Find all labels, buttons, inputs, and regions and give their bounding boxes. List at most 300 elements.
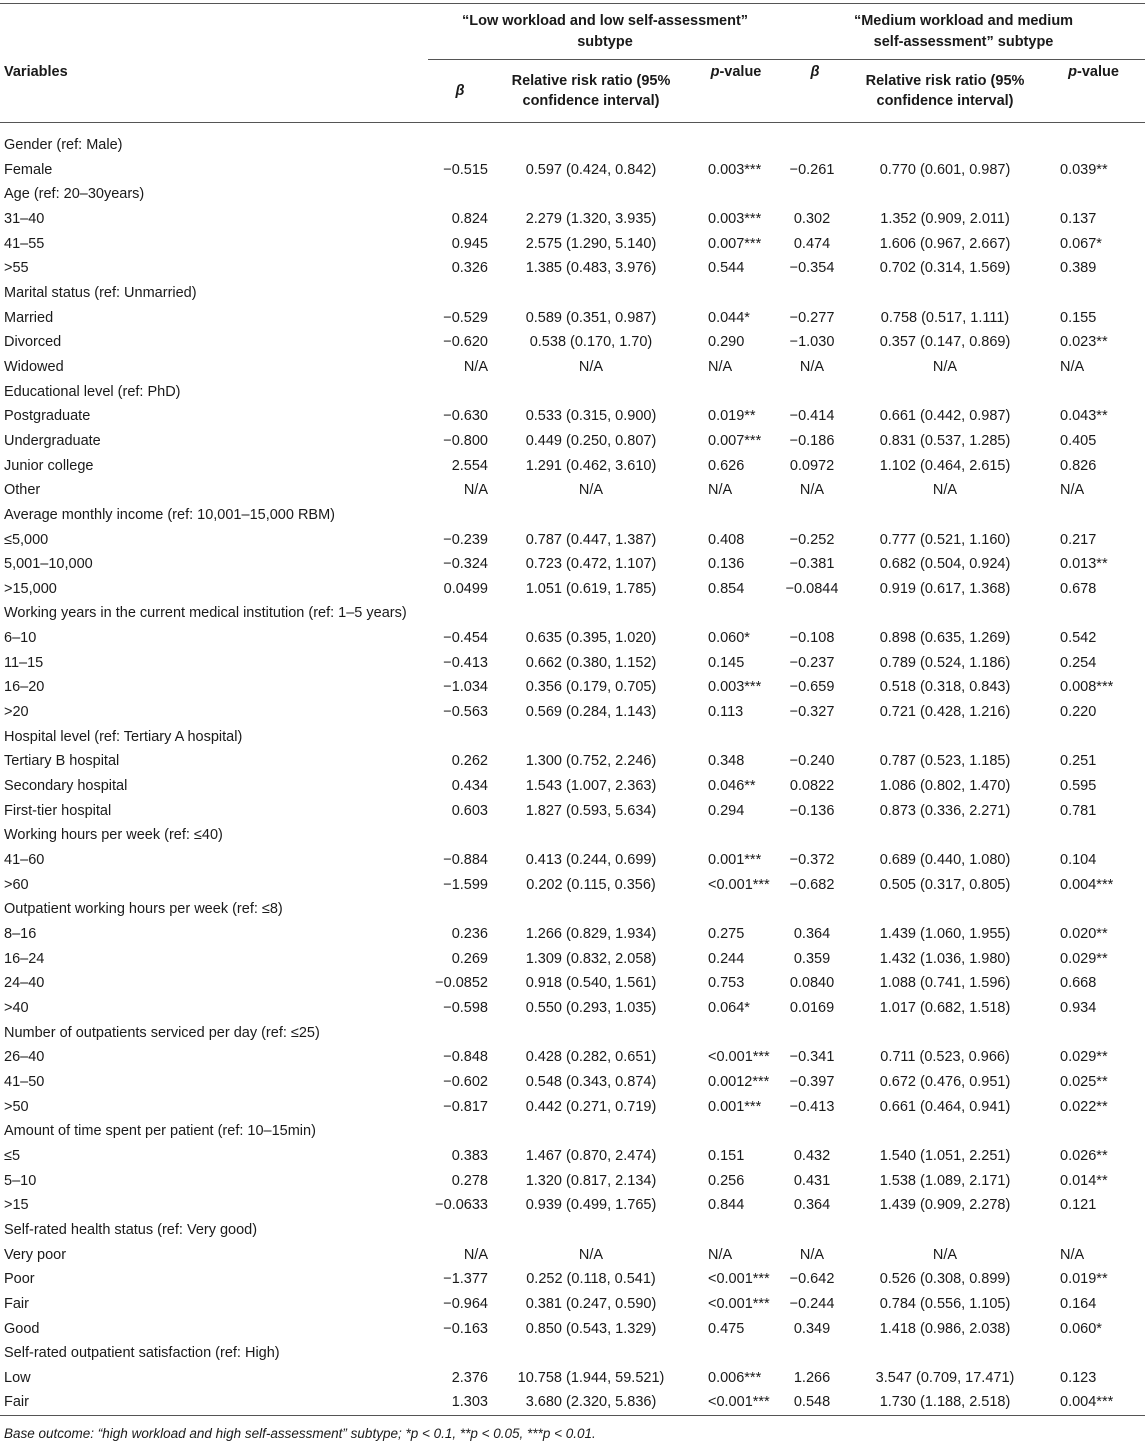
cell-rrr-low: 1.309 (0.832, 2.058) bbox=[525, 950, 657, 967]
cell-pvalue-low: 0.006*** bbox=[708, 1369, 762, 1386]
cell-beta-medium: 0.302 bbox=[793, 210, 831, 227]
cell-pvalue-low: 0.544 bbox=[708, 260, 745, 277]
cell-beta-medium: −0.354 bbox=[789, 260, 835, 277]
cell-pvalue-low: N/A bbox=[708, 482, 733, 499]
cell-pvalue-medium: 0.008*** bbox=[1060, 679, 1114, 696]
row-label: Low bbox=[4, 1369, 31, 1386]
cell-beta-low bbox=[428, 1341, 492, 1366]
cell-pvalue-medium: 0.668 bbox=[1060, 975, 1097, 992]
cell-rrr-low: 0.381 (0.247, 0.590) bbox=[525, 1295, 657, 1312]
regression-results-table bbox=[0, 4, 1145, 1416]
cell-beta-low: N/A bbox=[463, 358, 488, 375]
cell-rrr-low: 0.723 (0.472, 1.107) bbox=[525, 556, 657, 573]
table-row bbox=[0, 1045, 1145, 1070]
cell-beta-low: −0.529 bbox=[443, 309, 488, 326]
cell-pvalue-low bbox=[690, 503, 782, 528]
cell-pvalue-low: 0.003*** bbox=[708, 210, 762, 227]
cell-pvalue-low bbox=[690, 1341, 782, 1366]
cell-beta-medium: −0.261 bbox=[789, 161, 835, 178]
table-row bbox=[0, 700, 1145, 725]
cell-rrr-low: 0.449 (0.250, 0.807) bbox=[525, 432, 657, 449]
cell-beta-medium: −0.136 bbox=[789, 802, 835, 819]
table-row bbox=[0, 1193, 1145, 1218]
cell-beta-medium bbox=[782, 725, 848, 750]
cell-rrr-medium: 1.432 (1.036, 1.980) bbox=[879, 950, 1011, 967]
cell-pvalue-low: 0.003*** bbox=[708, 161, 762, 178]
cell-rrr-low: 0.538 (0.170, 1.70) bbox=[529, 334, 653, 351]
table-row bbox=[0, 1169, 1145, 1194]
cell-beta-medium: −0.659 bbox=[789, 679, 835, 696]
table-body bbox=[0, 123, 1145, 1416]
cell-rrr-medium: 1.538 (1.089, 2.171) bbox=[879, 1172, 1011, 1189]
cell-pvalue-low bbox=[690, 1119, 782, 1144]
table-row bbox=[0, 355, 1145, 380]
cell-rrr-medium bbox=[848, 1021, 1042, 1046]
cell-pvalue-low: 0.244 bbox=[708, 950, 745, 967]
cell-beta-low: 2.554 bbox=[451, 457, 488, 474]
row-label: Very poor bbox=[4, 1246, 67, 1263]
cell-beta-low: 0.603 bbox=[451, 802, 488, 819]
cell-rrr-low bbox=[492, 823, 690, 848]
cell-beta-low: 0.0499 bbox=[443, 580, 488, 597]
cell-pvalue-medium bbox=[1042, 281, 1145, 306]
row-label: Self-rated outpatient satisfaction (ref: High) bbox=[4, 1345, 280, 1362]
col-rrr-1 bbox=[492, 60, 690, 123]
cell-rrr-medium: 0.711 (0.523, 0.966) bbox=[880, 1049, 1010, 1066]
cell-rrr-low: 1.385 (0.483, 3.976) bbox=[525, 260, 657, 277]
row-label: Junior college bbox=[4, 457, 94, 474]
cell-rrr-low: 1.320 (0.817, 2.134) bbox=[525, 1172, 657, 1189]
row-label: >40 bbox=[4, 999, 29, 1016]
cell-pvalue-medium: 0.123 bbox=[1060, 1369, 1097, 1386]
cell-beta-medium bbox=[782, 182, 848, 207]
cell-beta-low: 0.236 bbox=[451, 926, 488, 942]
row-label: Postgraduate bbox=[4, 408, 91, 425]
cell-beta-low: −1.599 bbox=[443, 876, 488, 893]
cell-rrr-medium: 0.777 (0.521, 1.160) bbox=[879, 531, 1011, 548]
row-label: Poor bbox=[4, 1271, 35, 1288]
cell-pvalue-medium bbox=[1042, 897, 1145, 922]
cell-rrr-low bbox=[492, 182, 690, 207]
cell-pvalue-medium: 0.043** bbox=[1060, 408, 1108, 425]
cell-pvalue-medium: 0.389 bbox=[1060, 260, 1097, 277]
rrr-1-line2: confidence interval) bbox=[522, 93, 660, 109]
cell-beta-low bbox=[428, 281, 492, 306]
table-row bbox=[0, 503, 1145, 528]
cell-rrr-low bbox=[492, 380, 690, 405]
row-label: Secondary hospital bbox=[4, 778, 128, 795]
row-label: 5,001–10,000 bbox=[4, 556, 93, 573]
column-header-row bbox=[0, 60, 1145, 123]
cell-pvalue-low: 0.060* bbox=[708, 630, 750, 647]
cell-beta-low bbox=[428, 897, 492, 922]
cell-beta-low: −0.0633 bbox=[435, 1197, 488, 1214]
cell-rrr-low bbox=[492, 123, 690, 158]
table-row bbox=[0, 330, 1145, 355]
table-row bbox=[0, 799, 1145, 824]
cell-beta-low: −0.602 bbox=[443, 1073, 488, 1090]
cell-pvalue-low: 0.753 bbox=[708, 975, 745, 992]
table-row bbox=[0, 478, 1145, 503]
cell-beta-medium: N/A bbox=[799, 482, 825, 499]
cell-pvalue-low: 0.145 bbox=[708, 654, 745, 671]
table-row bbox=[0, 823, 1145, 848]
cell-rrr-low bbox=[492, 503, 690, 528]
beta-symbol-2: β bbox=[810, 64, 820, 80]
cell-rrr-low: 0.550 (0.293, 1.035) bbox=[525, 999, 657, 1016]
row-label: >20 bbox=[4, 704, 29, 721]
p-symbol-1: p bbox=[710, 64, 720, 80]
cell-rrr-low: 0.918 (0.540, 1.561) bbox=[525, 975, 657, 992]
cell-beta-medium: 1.266 bbox=[793, 1369, 831, 1386]
cell-pvalue-medium: 0.020** bbox=[1060, 926, 1108, 942]
cell-rrr-low: N/A bbox=[578, 358, 604, 375]
cell-pvalue-low: <0.001*** bbox=[708, 1271, 770, 1288]
table-row bbox=[0, 1317, 1145, 1342]
cell-rrr-medium bbox=[848, 1218, 1042, 1243]
table-row bbox=[0, 281, 1145, 306]
col-variables: Variables bbox=[0, 41, 428, 104]
cell-rrr-medium bbox=[848, 380, 1042, 405]
cell-rrr-low: 0.533 (0.315, 0.900) bbox=[525, 408, 657, 425]
cell-pvalue-low bbox=[690, 182, 782, 207]
cell-beta-low: −0.0852 bbox=[435, 975, 488, 992]
cell-pvalue-low: <0.001*** bbox=[708, 1295, 770, 1312]
cell-beta-low: 0.278 bbox=[451, 1172, 488, 1189]
cell-rrr-low bbox=[492, 1021, 690, 1046]
table-row bbox=[0, 1070, 1145, 1095]
cell-rrr-low: 1.467 (0.870, 2.474) bbox=[525, 1147, 657, 1164]
cell-beta-medium: 0.431 bbox=[793, 1172, 831, 1189]
cell-beta-low bbox=[428, 725, 492, 750]
cell-beta-low: 0.824 bbox=[451, 210, 488, 227]
cell-rrr-low: 0.635 (0.395, 1.020) bbox=[525, 630, 657, 647]
row-label: Female bbox=[4, 161, 53, 178]
table-row bbox=[0, 996, 1145, 1021]
cell-rrr-medium: 1.730 (1.188, 2.518) bbox=[848, 1390, 1042, 1415]
cell-pvalue-medium bbox=[1042, 123, 1145, 158]
table-row bbox=[0, 1144, 1145, 1169]
table-row bbox=[0, 528, 1145, 553]
row-label: >60 bbox=[4, 876, 29, 893]
group2-title-line1: “Medium workload and medium bbox=[853, 12, 1074, 29]
cell-beta-medium: 0.359 bbox=[793, 950, 831, 967]
row-label: ≤5 bbox=[4, 1147, 21, 1164]
cell-beta-low: −0.413 bbox=[443, 654, 488, 671]
table-row bbox=[0, 577, 1145, 602]
cell-beta-medium: −0.372 bbox=[789, 852, 835, 869]
cell-beta-low: N/A bbox=[463, 482, 488, 499]
cell-beta-low: −0.630 bbox=[443, 408, 488, 425]
cell-pvalue-medium: 0.826 bbox=[1060, 457, 1097, 474]
cell-rrr-medium: N/A bbox=[932, 1246, 958, 1263]
table-row bbox=[0, 601, 1145, 626]
cell-beta-low: −0.239 bbox=[443, 531, 488, 548]
cell-rrr-low: 1.051 (0.619, 1.785) bbox=[525, 580, 657, 597]
rrr-2-line2: confidence interval) bbox=[876, 93, 1014, 109]
row-label: 6–10 bbox=[4, 630, 37, 647]
row-label: >15,000 bbox=[4, 580, 57, 597]
table-row bbox=[0, 182, 1145, 207]
row-label: Undergraduate bbox=[4, 432, 101, 449]
cell-pvalue-medium bbox=[1042, 182, 1145, 207]
group1-title-line2: subtype bbox=[577, 33, 633, 50]
cell-beta-low bbox=[428, 1119, 492, 1144]
cell-pvalue-medium: 0.595 bbox=[1060, 778, 1097, 795]
cell-beta-low bbox=[428, 1218, 492, 1243]
cell-beta-medium: 0.432 bbox=[793, 1147, 831, 1164]
cell-beta-medium: −0.0844 bbox=[785, 580, 839, 597]
cell-pvalue-medium: N/A bbox=[1060, 482, 1085, 499]
cell-rrr-medium: 1.439 (0.909, 2.278) bbox=[879, 1197, 1011, 1214]
cell-pvalue-medium: 0.678 bbox=[1060, 580, 1097, 597]
cell-rrr-low: 0.589 (0.351, 0.987) bbox=[525, 309, 657, 326]
cell-beta-medium: −0.237 bbox=[789, 654, 835, 671]
p-suffix-2: -value bbox=[1076, 64, 1119, 80]
cell-rrr-medium: 1.606 (0.967, 2.667) bbox=[879, 235, 1011, 252]
cell-pvalue-low bbox=[690, 281, 782, 306]
row-label: Fair bbox=[0, 1390, 428, 1415]
cell-rrr-medium bbox=[848, 182, 1042, 207]
cell-beta-low: −0.884 bbox=[443, 852, 488, 869]
cell-rrr-low: 0.939 (0.499, 1.765) bbox=[525, 1197, 657, 1214]
row-label: Married bbox=[4, 309, 54, 326]
group2-title-line2: self-assessment” subtype bbox=[873, 33, 1054, 50]
cell-beta-medium bbox=[782, 380, 848, 405]
group1-title-line1: “Low workload and low self-assessment” bbox=[461, 12, 749, 29]
cell-beta-medium: −0.413 bbox=[789, 1098, 835, 1115]
cell-pvalue-low: 0.256 bbox=[708, 1172, 745, 1189]
table-row bbox=[0, 207, 1145, 232]
cell-rrr-medium: 0.672 (0.476, 0.951) bbox=[879, 1073, 1011, 1090]
cell-beta-medium: −0.682 bbox=[789, 876, 835, 893]
row-label: Working hours per week (ref: ≤40) bbox=[4, 827, 223, 844]
cell-pvalue-medium: 0.104 bbox=[1060, 852, 1097, 869]
cell-pvalue-medium: 0.251 bbox=[1060, 753, 1097, 770]
cell-pvalue-low bbox=[690, 380, 782, 405]
cell-beta-low: 1.303 bbox=[428, 1390, 492, 1415]
cell-rrr-low: 1.827 (0.593, 5.634) bbox=[525, 802, 657, 819]
cell-pvalue-medium bbox=[1042, 1021, 1145, 1046]
row-label: Good bbox=[4, 1320, 40, 1337]
row-label: Gender (ref: Male) bbox=[4, 137, 123, 153]
cell-pvalue-medium: 0.025** bbox=[1060, 1073, 1108, 1090]
cell-beta-low: N/A bbox=[463, 1246, 488, 1263]
cell-beta-medium bbox=[782, 1218, 848, 1243]
cell-beta-low: −0.800 bbox=[443, 432, 488, 449]
row-label: 41–60 bbox=[4, 852, 45, 869]
table-row bbox=[0, 232, 1145, 257]
cell-rrr-medium: 1.540 (1.051, 2.251) bbox=[879, 1147, 1011, 1164]
cell-rrr-medium: 0.898 (0.635, 1.269) bbox=[879, 630, 1011, 647]
cell-rrr-low bbox=[492, 725, 690, 750]
table-row bbox=[0, 380, 1145, 405]
row-label: 41–50 bbox=[4, 1073, 45, 1090]
cell-pvalue-low: <0.001*** bbox=[690, 1390, 782, 1415]
cell-beta-medium: −0.381 bbox=[789, 556, 835, 573]
cell-rrr-low bbox=[492, 281, 690, 306]
table-row bbox=[0, 774, 1145, 799]
table-row bbox=[0, 552, 1145, 577]
cell-rrr-medium: 0.873 (0.336, 2.271) bbox=[879, 802, 1011, 819]
cell-beta-medium: −0.252 bbox=[789, 531, 835, 548]
cell-rrr-medium bbox=[848, 281, 1042, 306]
cell-beta-medium: −0.244 bbox=[789, 1295, 835, 1312]
cell-beta-medium: 0.364 bbox=[793, 926, 831, 942]
row-label: Widowed bbox=[4, 358, 64, 375]
cell-pvalue-medium bbox=[1042, 1119, 1145, 1144]
table-row bbox=[0, 158, 1145, 183]
cell-rrr-low bbox=[492, 1119, 690, 1144]
cell-rrr-low: 0.597 (0.424, 0.842) bbox=[525, 161, 657, 178]
cell-rrr-low: 2.575 (1.290, 5.140) bbox=[525, 235, 657, 252]
rrr-2-line1: Relative risk ratio (95% bbox=[865, 73, 1025, 89]
cell-rrr-low bbox=[492, 1218, 690, 1243]
cell-rrr-low: 2.279 (1.320, 3.935) bbox=[525, 210, 657, 227]
cell-rrr-low: 10.758 (1.944, 59.521) bbox=[517, 1369, 665, 1386]
cell-pvalue-medium: N/A bbox=[1060, 358, 1085, 375]
row-label: 24–40 bbox=[4, 975, 45, 992]
cell-rrr-low: 0.356 (0.179, 0.705) bbox=[525, 679, 657, 696]
cell-beta-medium: −0.327 bbox=[789, 704, 835, 721]
table-row bbox=[0, 651, 1145, 676]
cell-rrr-low: 0.442 (0.271, 0.719) bbox=[525, 1098, 657, 1115]
cell-pvalue-low: 0.044* bbox=[708, 309, 750, 326]
row-label: ≤5,000 bbox=[4, 531, 49, 548]
cell-pvalue-low: 0.113 bbox=[708, 704, 744, 721]
cell-pvalue-medium bbox=[1042, 380, 1145, 405]
cell-rrr-medium: 1.102 (0.464, 2.615) bbox=[879, 457, 1011, 474]
cell-pvalue-low bbox=[690, 1218, 782, 1243]
cell-pvalue-low: 0.475 bbox=[708, 1320, 745, 1337]
cell-beta-low: 0.383 bbox=[451, 1147, 488, 1164]
row-label: Age (ref: 20–30years) bbox=[4, 186, 145, 203]
cell-rrr-low: 0.413 (0.244, 0.699) bbox=[525, 852, 657, 869]
cell-pvalue-medium: 0.155 bbox=[1060, 309, 1097, 326]
row-label: >55 bbox=[4, 260, 29, 277]
cell-pvalue-low: 0.001*** bbox=[708, 852, 762, 869]
table-row bbox=[0, 1243, 1145, 1268]
cell-rrr-medium: 1.352 (0.909, 2.011) bbox=[880, 210, 1010, 227]
cell-rrr-medium: 0.526 (0.308, 0.899) bbox=[879, 1271, 1011, 1288]
cell-rrr-medium: 0.787 (0.523, 1.185) bbox=[879, 753, 1011, 770]
cell-beta-medium bbox=[782, 281, 848, 306]
cell-beta-medium: −1.030 bbox=[789, 334, 835, 351]
cell-rrr-medium bbox=[848, 823, 1042, 848]
cell-beta-medium: 0.0972 bbox=[789, 457, 835, 474]
cell-rrr-low: N/A bbox=[578, 1246, 604, 1263]
table-row bbox=[0, 749, 1145, 774]
row-label: Fair bbox=[4, 1295, 29, 1312]
row-label: 16–20 bbox=[4, 679, 45, 696]
cell-pvalue-low: 0.151 bbox=[708, 1147, 745, 1164]
cell-rrr-medium bbox=[848, 601, 1042, 626]
cell-pvalue-low: 0.003*** bbox=[708, 679, 762, 696]
cell-beta-medium: −0.642 bbox=[789, 1271, 835, 1288]
cell-beta-medium: 0.548 bbox=[782, 1390, 848, 1415]
cell-rrr-medium: 0.919 (0.617, 1.368) bbox=[879, 580, 1011, 597]
col-pvalue-1 bbox=[690, 41, 782, 104]
cell-pvalue-medium: 0.934 bbox=[1060, 999, 1097, 1016]
cell-rrr-low: 1.266 (0.829, 1.934) bbox=[525, 926, 657, 942]
cell-pvalue-low bbox=[690, 123, 782, 158]
cell-beta-medium bbox=[782, 1021, 848, 1046]
cell-pvalue-medium: 0.137 bbox=[1060, 210, 1097, 227]
cell-rrr-low: 0.787 (0.447, 1.387) bbox=[525, 531, 657, 548]
cell-beta-medium bbox=[782, 503, 848, 528]
cell-beta-low: 0.326 bbox=[451, 260, 488, 277]
cell-beta-medium bbox=[782, 1119, 848, 1144]
cell-rrr-medium: N/A bbox=[932, 482, 958, 499]
cell-beta-low: 0.262 bbox=[451, 753, 488, 770]
cell-beta-low: −1.377 bbox=[443, 1271, 488, 1288]
table-row bbox=[0, 404, 1145, 429]
cell-beta-medium bbox=[782, 823, 848, 848]
cell-pvalue-medium: 0.039** bbox=[1060, 161, 1108, 178]
cell-beta-medium: −0.414 bbox=[789, 408, 835, 425]
row-label: 5–10 bbox=[4, 1172, 37, 1189]
cell-rrr-medium: 1.017 (0.682, 1.518) bbox=[879, 999, 1011, 1016]
cell-beta-medium bbox=[782, 123, 848, 158]
cell-rrr-low: 1.543 (1.007, 2.363) bbox=[525, 778, 657, 795]
cell-rrr-medium: 0.789 (0.524, 1.186) bbox=[879, 654, 1011, 671]
row-label: 31–40 bbox=[4, 210, 45, 227]
cell-rrr-medium bbox=[848, 1119, 1042, 1144]
table-row bbox=[0, 1390, 1145, 1415]
cell-pvalue-low bbox=[690, 601, 782, 626]
cell-pvalue-low: 0.064* bbox=[708, 999, 750, 1016]
table-row bbox=[0, 1267, 1145, 1292]
cell-pvalue-medium: 0.004*** bbox=[1042, 1390, 1145, 1415]
p-suffix-1: -value bbox=[719, 64, 762, 80]
cell-beta-low: 2.376 bbox=[451, 1369, 488, 1386]
cell-pvalue-medium: 0.029** bbox=[1060, 950, 1108, 967]
row-label: Amount of time spent per patient (ref: 10–15min) bbox=[4, 1123, 316, 1140]
cell-pvalue-low bbox=[690, 823, 782, 848]
cell-pvalue-medium bbox=[1042, 601, 1145, 626]
cell-rrr-medium bbox=[848, 123, 1042, 158]
table-row bbox=[0, 725, 1145, 750]
cell-pvalue-medium: 0.121 bbox=[1060, 1197, 1097, 1214]
cell-pvalue-medium: 0.013** bbox=[1060, 556, 1108, 573]
cell-beta-low: −0.598 bbox=[443, 999, 488, 1016]
cell-pvalue-medium bbox=[1042, 503, 1145, 528]
row-label: 8–16 bbox=[4, 926, 37, 942]
rrr-1-line1: Relative risk ratio (95% bbox=[511, 73, 671, 89]
cell-pvalue-medium: 0.220 bbox=[1060, 704, 1097, 721]
cell-pvalue-low: 0.626 bbox=[708, 457, 745, 474]
cell-pvalue-medium: 0.014** bbox=[1060, 1172, 1108, 1189]
cell-rrr-medium: 1.418 (0.986, 2.038) bbox=[879, 1320, 1011, 1337]
cell-rrr-medium: 1.086 (0.802, 1.470) bbox=[879, 778, 1011, 795]
table-row bbox=[0, 1341, 1145, 1366]
cell-pvalue-low: 0.294 bbox=[708, 802, 745, 819]
cell-pvalue-low: 0.854 bbox=[708, 580, 745, 597]
cell-beta-low: −0.848 bbox=[443, 1049, 488, 1066]
row-label: Average monthly income (ref: 10,001–15,000 RBM) bbox=[4, 506, 335, 523]
cell-pvalue-low: 0.348 bbox=[708, 753, 745, 770]
cell-pvalue-medium: 0.026** bbox=[1060, 1147, 1108, 1164]
row-label: Educational level (ref: PhD) bbox=[4, 383, 181, 400]
row-label: >50 bbox=[4, 1098, 29, 1115]
row-label: Number of outpatients serviced per day (ref: ≤25) bbox=[4, 1024, 320, 1041]
row-label: 26–40 bbox=[4, 1049, 45, 1066]
cell-rrr-low bbox=[492, 1341, 690, 1366]
table-row bbox=[0, 897, 1145, 922]
cell-pvalue-medium: 0.060* bbox=[1060, 1320, 1102, 1337]
cell-beta-low bbox=[428, 380, 492, 405]
cell-rrr-medium bbox=[848, 503, 1042, 528]
